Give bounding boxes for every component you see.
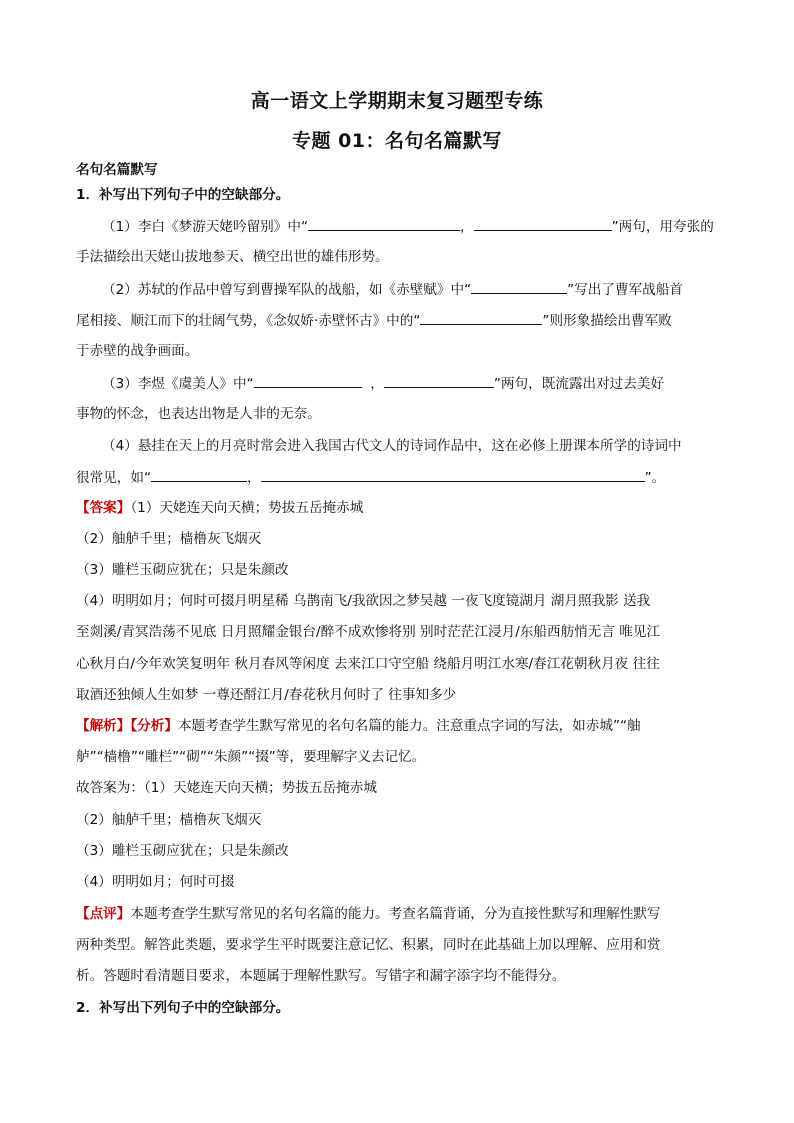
- q1-item-4-line-2: [76, 467, 726, 488]
- question-2-stem: 2．补写出下列句子中的空缺部分。: [76, 1000, 290, 1016]
- q1-item-4-separator: ，: [247, 470, 261, 486]
- q1-item-3-line-1: [76, 373, 752, 394]
- answer-3: （3）雕栏玉砌应犹在；只是朱颜改: [76, 562, 289, 578]
- answer-2: （2）舳舻千里；樯橹灰飞烟灭: [76, 531, 262, 547]
- comment-line-3: 析。答题时看清题目要求，本题属于理解性默写。写错字和漏字添字均不能得分。: [76, 968, 566, 984]
- q1-item-2-line-1: [76, 279, 752, 300]
- analysis-line-1: [76, 716, 726, 736]
- answer-blank[interactable]: [151, 467, 247, 482]
- document-title: 高一语文上学期期末复习题型专练: [250, 90, 544, 112]
- analysis-line-4: （2）舳舻千里；樯橹灰飞烟灭: [76, 812, 262, 828]
- analysis-tag: 【解析】【分析】: [76, 718, 178, 734]
- q1-item-3-separator: ，: [370, 376, 384, 392]
- analysis-line-6: （4）明明如月；何时可掇: [76, 874, 235, 890]
- answer-blank[interactable]: [384, 373, 494, 388]
- analysis-line-2: 舻”“樯橹”“雕栏”“砌”“朱颜”“掇”等，要理解字义去记忆。: [76, 749, 426, 765]
- section-heading: 名句名篇默写: [76, 162, 158, 178]
- q1-item-2-line-2: [76, 310, 726, 331]
- answer-4-line-4: 取酒还独倾人生如梦 一尊还酹江月/春花秋月何时了 往事知多少: [76, 687, 457, 703]
- q1-item-2-text-b: ”写出了曹军战船首: [567, 282, 683, 298]
- q1-item-3-text-a: （3）李煜《虞美人》中“: [102, 376, 254, 392]
- answer-4-line-3: 心秋月白/今年欢笑复明年 秋月春风等闲度 去来江口守空船 绕船月明江水寒/春江花朝秋月夜 往往: [76, 656, 660, 672]
- q1-item-3-line-2: 事物的怀念，也表达出物是人非的无奈。: [76, 406, 321, 422]
- answer-4-line-2: 至剡溪/青冥浩荡不见底 日月照耀金银台/醉不成欢惨将别 别时茫茫江浸月/东船西舫悄无言 唯见江: [76, 624, 661, 640]
- analysis-text-1: 本题考查学生默写常见的名句名篇的能力。注意重点字词的写法，如赤城”“舳: [177, 718, 641, 734]
- q1-item-4-end: ”。: [644, 470, 666, 486]
- answer-tag: 【答案】: [76, 500, 131, 516]
- analysis-line-5: （3）雕栏玉砌应犹在；只是朱颜改: [76, 843, 289, 859]
- comment-tag: 【点评】: [76, 906, 131, 922]
- q1-item-2-text-a: （2）苏轼的作品中曾写到曹操军队的战船，如《赤壁赋》中“: [102, 282, 472, 298]
- answer-blank[interactable]: [254, 373, 362, 388]
- answer-blank[interactable]: [308, 216, 460, 231]
- q1-item-1-separator: ，: [460, 219, 474, 235]
- answer-4-line-1: （4）明明如月；何时可掇月明星稀 乌鹊南飞/我欲因之梦吴越 一夜飞度镜湖月 湖月照我影 送我: [76, 593, 651, 609]
- comment-line-2: 两种类型。解答此类题，要求学生平时既要注意记忆、积累，同时在此基础上加以理解、应用和赏: [76, 937, 661, 953]
- document-subtitle: 专题 01：名句名篇默写: [291, 130, 503, 152]
- comment-text-1: 本题考查学生默写常见的名句名篇的能力。考查名篇背诵，分为直接性默写和理解性默写: [130, 906, 661, 922]
- q1-item-1-line-1: [76, 216, 752, 237]
- q1-item-2-text-c: 尾相接、顺江而下的壮阔气势，《念奴娇·赤壁怀古》中的“: [76, 313, 421, 329]
- answer-line-1: [76, 498, 726, 518]
- q1-item-2-line-3: 于赤壁的战争画面。: [76, 343, 199, 359]
- q1-item-1-text-b: ”两句，用夸张的: [611, 219, 714, 235]
- q1-item-3-text-b: ”两句，既流露出对过去美好: [493, 376, 665, 392]
- answer-blank[interactable]: [420, 310, 542, 325]
- analysis-line-3: 故答案为：（1）天姥连天向天横；势拔五岳掩赤城: [76, 780, 377, 796]
- question-1-stem: [76, 185, 726, 205]
- q1-item-1-text-a: （1）李白《梦游天姥吟留别》中“: [102, 219, 309, 235]
- answer-blank[interactable]: [261, 467, 645, 482]
- answer-1: （1）天姥连天向天横；势拔五岳掩赤城: [130, 500, 364, 516]
- answer-blank[interactable]: [474, 216, 612, 231]
- question-1-stem-text: 1．补写出下列句子中的空缺部分。: [76, 187, 290, 203]
- comment-line-1: [76, 904, 726, 924]
- q1-item-4-text-b: 很常见，如“: [76, 470, 152, 486]
- answer-blank[interactable]: [471, 279, 567, 294]
- q1-item-2-text-d: ”则形象描绘出曹军败: [542, 313, 672, 329]
- q1-item-1-line-2: 手法描绘出天姥山拔地参天、横空出世的雄伟形势。: [76, 249, 389, 265]
- q1-item-4-line-1: （4）悬挂在天上的月亮时常会进入我国古代文人的诗词作品中，这在必修上册课本所学的诗词中: [102, 438, 682, 454]
